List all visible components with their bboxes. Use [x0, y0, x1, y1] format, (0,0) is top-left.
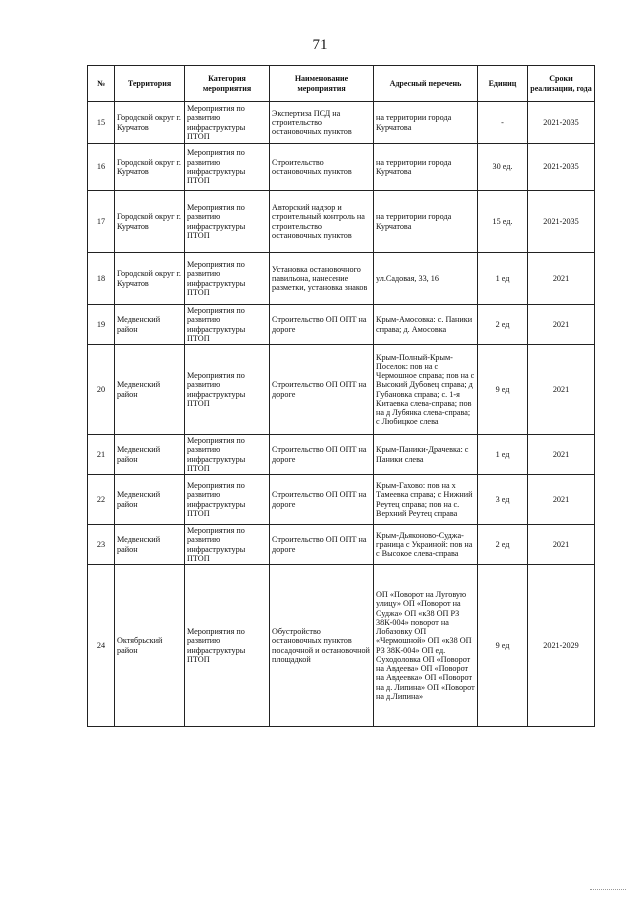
cell-units: 2 ед [478, 305, 528, 345]
cell-name: Строительство ОП ОПТ на дороге [270, 305, 374, 345]
cell-period: 2021 [528, 475, 595, 525]
cell-category: Мероприятия по развитию инфраструктуры ПТОП [185, 435, 270, 475]
cell-name: Строительство ОП ОПТ на дороге [270, 435, 374, 475]
cell-category: Мероприятия по развитию инфраструктуры ПТОП [185, 305, 270, 345]
header-period: Сроки реализации, года [528, 66, 595, 102]
cell-num: 23 [88, 525, 115, 565]
cell-units: 15 ед. [478, 191, 528, 253]
cell-territory: Медвенский район [115, 305, 185, 345]
table-row [88, 565, 595, 727]
cell-period: 2021 [528, 305, 595, 345]
cell-period: 2021 [528, 253, 595, 305]
table-row [88, 435, 595, 475]
table-row [88, 191, 595, 253]
table-row [88, 525, 595, 565]
cell-address: Крым-Полный-Крым-Поселок: пов на с Чермошное справа; пов на с Высокий Дубовец справа; д Губановка справа; с. 1-я Китаевка слева-справа; пов на д Лубянка слева-справа; с Любицкое слева [374, 345, 478, 435]
header-category: Категория мероприятия [185, 66, 270, 102]
cell-name: Установка остановочного павильона, нанесение разметки, установка знаков [270, 253, 374, 305]
cell-address: Крым-Дьяконово-Суджа-граница с Украиной: пов на с Высокое слева-справа [374, 525, 478, 565]
table-row [88, 345, 595, 435]
cell-category: Мероприятия по развитию инфраструктуры ПТОП [185, 565, 270, 727]
cell-period: 2021 [528, 435, 595, 475]
table-row [88, 102, 595, 144]
header-name: Наименование мероприятия [270, 66, 374, 102]
cell-num: 15 [88, 102, 115, 144]
cell-units: - [478, 102, 528, 144]
cell-category: Мероприятия по развитию инфраструктуры ПТОП [185, 253, 270, 305]
cell-num: 17 [88, 191, 115, 253]
cell-address: Крым-Гахово: пов на х Тамеевка справа; с Нижний Реутец справа; пов на с. Верхний Реутец справа [374, 475, 478, 525]
cell-territory: Городской округ г. Курчатов [115, 102, 185, 144]
cell-num: 18 [88, 253, 115, 305]
cell-territory: Городской округ г. Курчатов [115, 191, 185, 253]
cell-category: Мероприятия по развитию инфраструктуры ПТОП [185, 102, 270, 144]
cell-territory: Медвенский район [115, 435, 185, 475]
cell-num: 16 [88, 144, 115, 191]
cell-name: Строительство остановочных пунктов [270, 144, 374, 191]
cell-category: Мероприятия по развитию инфраструктуры ПТОП [185, 345, 270, 435]
cell-category: Мероприятия по развитию инфраструктуры ПТОП [185, 475, 270, 525]
cell-name: Строительство ОП ОПТ на дороге [270, 345, 374, 435]
cell-units: 30 ед. [478, 144, 528, 191]
scan-mark [590, 889, 626, 890]
cell-num: 20 [88, 345, 115, 435]
cell-territory: Городской округ г. Курчатов [115, 253, 185, 305]
cell-name: Экспертиза ПСД на строительство остановочных пунктов [270, 102, 374, 144]
cell-territory: Городской округ г. Курчатов [115, 144, 185, 191]
table-row [88, 305, 595, 345]
cell-territory: Медвенский район [115, 525, 185, 565]
header-num: № [88, 66, 115, 102]
cell-address: Крым-Амосовка: с. Паники справа; д. Амосовка [374, 305, 478, 345]
cell-num: 22 [88, 475, 115, 525]
page-number: 71 [312, 37, 328, 53]
cell-category: Мероприятия по развитию инфраструктуры ПТОП [185, 191, 270, 253]
cell-address: ОП «Поворот на Луговую улицу» ОП «Поворот на Суджа» ОП «к38 ОП РЗ 38К-004» поворот на Лобазовку ОП «Чермошной» ОП «к38 ОП РЗ 38К-004» ОП ед. Суходоловка ОП «Поворот на Авдеева» ОП «Поворот на Авдеевка» ОП «Поворот на д. Липина» ОП «Поворот на д.Липина» [374, 565, 478, 727]
header-address: Адресный перечень [374, 66, 478, 102]
cell-units: 1 ед [478, 435, 528, 475]
cell-territory: Медвенский район [115, 345, 185, 435]
cell-num: 24 [88, 565, 115, 727]
table-row [88, 253, 595, 305]
cell-address: на территории города Курчатова [374, 191, 478, 253]
cell-period: 2021-2035 [528, 102, 595, 144]
header-territory: Территория [115, 66, 185, 102]
table-row [88, 475, 595, 525]
cell-address: на территории города Курчатова [374, 144, 478, 191]
header-units: Единиц [478, 66, 528, 102]
cell-name: Обустройство остановочных пунктов посадочной и остановочной площадкой [270, 565, 374, 727]
cell-units: 3 ед [478, 475, 528, 525]
cell-period: 2021-2035 [528, 191, 595, 253]
cell-units: 2 ед [478, 525, 528, 565]
cell-units: 1 ед [478, 253, 528, 305]
cell-name: Авторский надзор и строительный контроль на строительство остановочных пунктов [270, 191, 374, 253]
cell-name: Строительство ОП ОПТ на дороге [270, 475, 374, 525]
cell-units: 9 ед [478, 345, 528, 435]
cell-address: на территории города Курчатова [374, 102, 478, 144]
cell-period: 2021-2035 [528, 144, 595, 191]
cell-category: Мероприятия по развитию инфраструктуры ПТОП [185, 525, 270, 565]
cell-territory: Октябрьский район [115, 565, 185, 727]
cell-address: Крым-Паники-Драчевка: с Паники слева [374, 435, 478, 475]
cell-num: 21 [88, 435, 115, 475]
cell-num: 19 [88, 305, 115, 345]
table-header-row [88, 66, 595, 102]
cell-territory: Медвенский район [115, 475, 185, 525]
cell-period: 2021 [528, 345, 595, 435]
cell-period: 2021-2029 [528, 565, 595, 727]
cell-period: 2021 [528, 525, 595, 565]
measures-table [87, 65, 595, 727]
cell-category: Мероприятия по развитию инфраструктуры ПТОП [185, 144, 270, 191]
cell-address: ул.Садовая, 33, 16 [374, 253, 478, 305]
cell-units: 9 ед [478, 565, 528, 727]
table-row [88, 144, 595, 191]
cell-name: Строительство ОП ОПТ на дороге [270, 525, 374, 565]
